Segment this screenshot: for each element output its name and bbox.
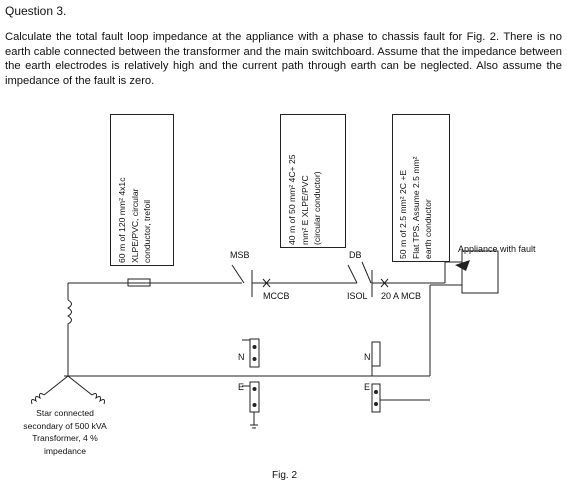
mccb-contact xyxy=(232,265,244,283)
cable-box-2-line-1: 40 m of 50 mm² 4C+ 25 xyxy=(287,154,297,245)
cable-box-2-line-2: mm² E XLPE/PVC xyxy=(299,175,310,245)
cable-box-3-line-1: 50 m of 2.5 mm² 2C +E xyxy=(398,169,408,259)
star-coil-left xyxy=(32,394,45,404)
db-earth-terminal-2 xyxy=(374,402,378,406)
cable-box-2-line-3: (circular conductor) xyxy=(312,171,322,245)
cable-box-1-line-1: 60 m of 120 mm² 4x1c xyxy=(117,177,127,263)
msb-neutral-terminal-2 xyxy=(253,357,257,361)
transformer-coil xyxy=(68,300,72,334)
isol-contact xyxy=(348,265,357,283)
cable-box-1-line-2: XLPE/PVC, circular xyxy=(129,188,140,263)
star-arm-left xyxy=(44,376,68,395)
isol-label: ISOL xyxy=(347,291,368,301)
msb-label: MSB xyxy=(230,250,250,260)
star-coil-right xyxy=(92,394,105,404)
db-label: DB xyxy=(349,250,362,260)
transformer-label xyxy=(14,407,116,457)
msb-earth-terminal xyxy=(253,387,257,391)
question-title: Question 3. xyxy=(5,4,67,18)
db-earth-link xyxy=(372,384,380,412)
msb-neutral-link xyxy=(250,339,259,367)
mcb-label: 20 A MCB xyxy=(381,291,422,301)
question-text: Calculate the total fault loop impedance at the appliance with a phase to chassis fault for Fig. 2. There is no earth cable connected between the transformer and the main switchboard. Assume that the impedance between the earth electrodes is relatively high and the current path through earth can be neglected. Also assume the impedance of the fault is zero. xyxy=(5,31,562,87)
db-earth-terminal xyxy=(374,390,378,394)
transformer-line-4: impedance xyxy=(43,445,87,456)
cable-box-3-line-2: Flat TPS. Assume 2.5 mm² xyxy=(410,156,421,259)
msb-neutral-terminal xyxy=(253,345,257,349)
star-arm-right xyxy=(68,376,92,395)
mcb-contact xyxy=(362,262,371,283)
msb-earth-terminal-2 xyxy=(253,403,257,407)
n-left-label: N xyxy=(238,352,245,362)
n-right-label: N xyxy=(364,352,371,362)
cable-box-1-line-3: conductor, trefoil xyxy=(142,199,152,263)
e-left-label: E xyxy=(238,382,245,392)
msb-earth-link xyxy=(250,382,259,412)
appliance-box xyxy=(462,251,498,293)
figure-caption: Fig. 2 xyxy=(272,470,298,481)
transformer-line-1: Star connected xyxy=(36,408,94,418)
cable-box-3-line-3: earth conductor xyxy=(423,199,433,259)
mccb-label: MCCB xyxy=(263,291,290,301)
transformer-line-3: Transformer, 4 % xyxy=(32,433,98,444)
e-right-label: E xyxy=(364,382,371,392)
transformer-line-2: secondary of 500 kVA xyxy=(23,420,107,431)
db-neutral-link xyxy=(372,342,380,366)
appliance-label: Appliance with fault xyxy=(458,244,536,254)
